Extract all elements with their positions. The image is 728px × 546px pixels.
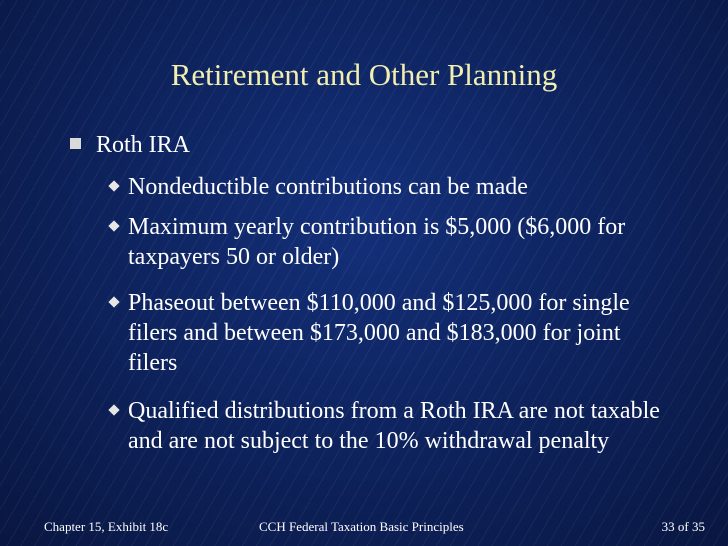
- bullet-text: Roth IRA: [96, 132, 191, 158]
- footer-course: CCH Federal Taxation Basic Principles: [259, 519, 464, 534]
- sub-bullet-text: Qualified distributions from a Roth IRA are not taxable and are not subject to the 10% withdrawal penalty: [128, 398, 660, 454]
- footer-page-number: 33 of 35: [661, 519, 705, 534]
- slide-title: Retirement and Other Planning: [170, 57, 558, 92]
- square-bullet-icon: [70, 138, 81, 149]
- sub-bullet-text: Nondeductible contributions can be made: [128, 174, 528, 200]
- diamond-bullet-icon: [108, 180, 119, 191]
- sub-bullet-text: Maximum yearly contribution is $5,000 ($6,000 for taxpayers 50 or older): [128, 214, 626, 270]
- diamond-bullet-icon: [108, 296, 119, 307]
- sub-bullet-text: Phaseout between $110,000 and $125,000 for single filers and between $173,000 and $183,000 for joint filers: [128, 290, 630, 376]
- diamond-bullet-icon: [108, 220, 119, 231]
- diamond-bullet-icon: [108, 404, 119, 415]
- footer-chapter: Chapter 15, Exhibit 18c: [44, 519, 169, 534]
